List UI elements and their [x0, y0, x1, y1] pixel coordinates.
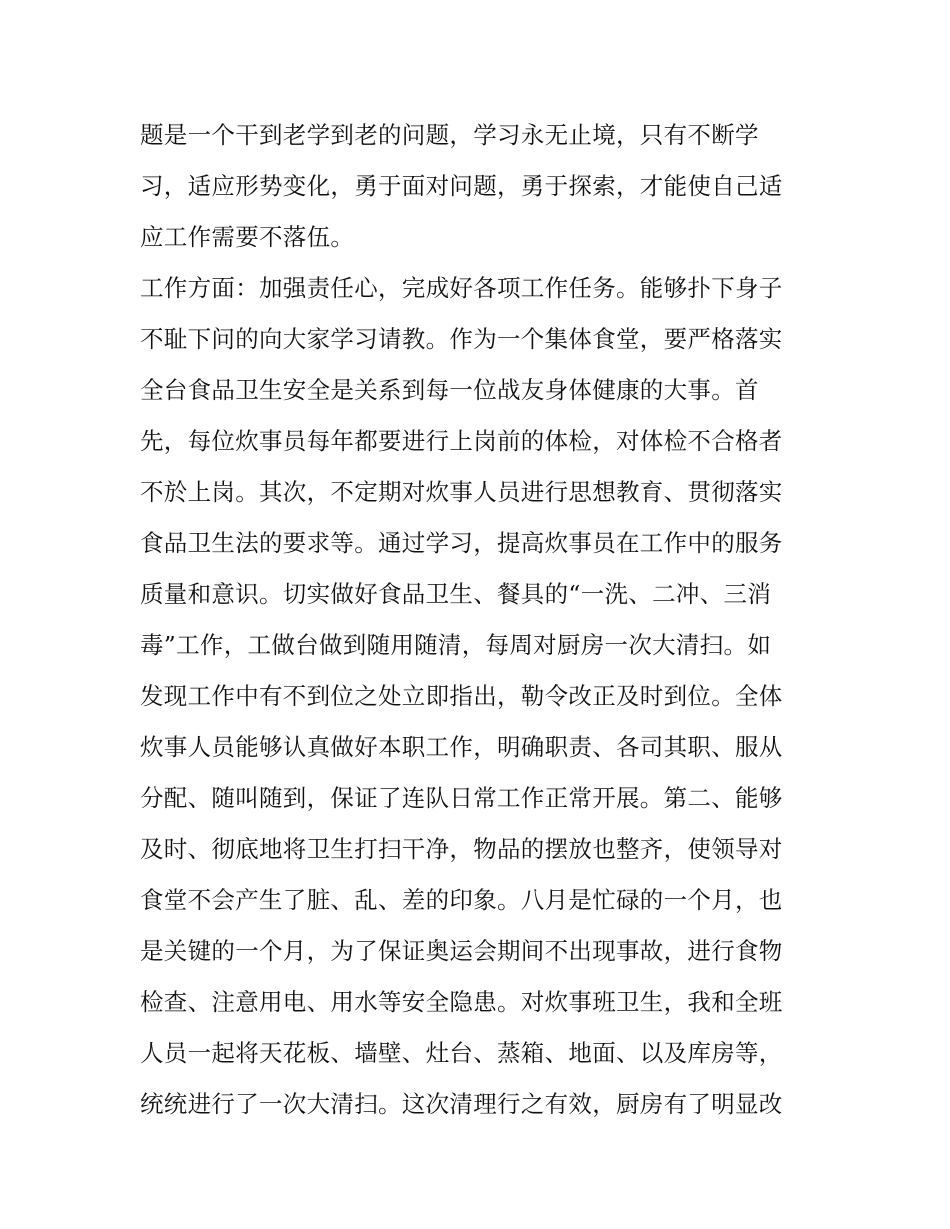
- text-line: 全台食品卫生安全是关系到每一位战友身体健康的大事。首: [140, 376, 759, 404]
- text-line: 检查、注意用电、用水等安全隐患。对炊事班卫生，我和全班: [140, 988, 783, 1016]
- text-line: 分配、随叫随到，保证了连队日常工作正常开展。第二、能够: [140, 784, 783, 812]
- text-line: 毒”工作，工做台做到随用随清，每周对厨房一次大清扫。如: [140, 631, 772, 659]
- text-line: 发现工作中有不到位之处立即指出，勒令改正及时到位。全体: [140, 682, 783, 710]
- text-line: 质量和意识。切实做好食品卫生、餐具的“一洗、二冲、三消: [140, 580, 772, 608]
- text-line: 工作方面：加强责任心，完成好各项工作任务。能够扑下身子: [140, 274, 783, 302]
- text-line: 应工作需要不落伍。: [140, 223, 355, 251]
- text-line: 炊事人员能够认真做好本职工作，明确职责、各司其职、服从: [140, 733, 783, 761]
- text-line: 题是一个干到老学到老的问题，学习永无止境，只有不断学: [140, 121, 759, 149]
- text-line: 不於上岗。其次，不定期对炊事人员进行思想教育、贯彻落实: [140, 478, 783, 506]
- body-text: [140, 110, 820, 1130]
- text-line: 人员一起将天花板、墙壁、灶台、蒸箱、地面、以及库房等，: [140, 1039, 783, 1067]
- text-line: 先，每位炊事员每年都要进行上岗前的体检，对体检不合格者: [140, 427, 783, 455]
- text-line: 习，适应形势变化，勇于面对问题，勇于探索，才能使自己适: [140, 172, 783, 200]
- text-line: 不耻下问的向大家学习请教。作为一个集体食堂，要严格落实: [140, 325, 783, 353]
- text-line: 食品卫生法的要求等。通过学习，提高炊事员在工作中的服务: [140, 529, 783, 557]
- text-line: 统统进行了一次大清扫。这次清理行之有效，厨房有了明显改: [140, 1090, 783, 1118]
- text-line: 及时、彻底地将卫生打扫干净，物品的摆放也整齐，使领导对: [140, 835, 783, 863]
- text-line: 食堂不会产生了脏、乱、差的印象。八月是忙碌的一个月，也: [140, 886, 783, 914]
- text-line: 是关键的一个月，为了保证奥运会期间不出现事故，进行食物: [140, 937, 783, 965]
